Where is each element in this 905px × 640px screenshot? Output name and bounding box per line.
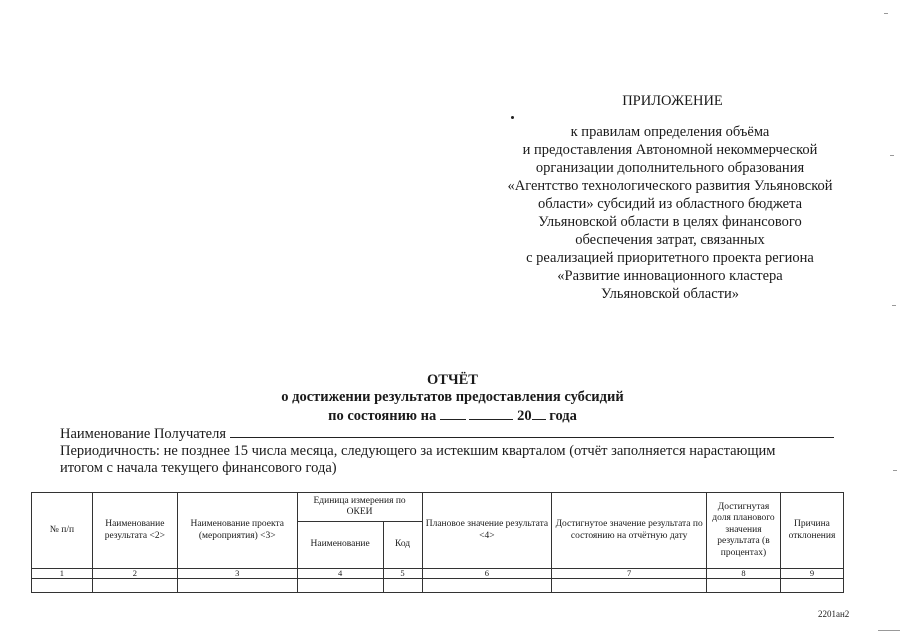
column-number: 9 <box>780 569 843 579</box>
appendix-line: Ульяновской области» <box>600 286 740 302</box>
table-cell <box>383 579 422 593</box>
scan-mark <box>878 630 900 631</box>
header-project-name: Наименование проекта (мероприятия) <3> <box>177 493 297 569</box>
appendix-line: с реализацией приоритетного проекта региона <box>526 250 814 266</box>
table-cell <box>552 579 707 593</box>
header-unit-code: Код <box>383 522 422 569</box>
date-month-blank <box>469 406 513 420</box>
header-percent: Достигнутая доля планового значения результата (в процентах) <box>707 493 781 569</box>
table-cell <box>32 579 93 593</box>
appendix-title: ПРИЛОЖЕНИЕ <box>622 93 723 109</box>
header-unit-name: Наименование <box>297 522 383 569</box>
column-number: 1 <box>32 569 93 579</box>
periodicity-line-2: итогом с начала текущего финансового года) <box>60 460 337 476</box>
periodicity-line-1: Периодичность: не позднее 15 числа месяца, следующего за истекшим кварталом (отчёт заполняется нарастающим <box>60 443 776 459</box>
recipient-line <box>60 424 834 443</box>
appendix-line: области» субсидий из областного бюджета <box>537 196 803 212</box>
scan-mark <box>884 13 888 14</box>
header-unit-group: Единица измерения по ОКЕИ <box>297 493 422 522</box>
date-year-blank <box>532 406 546 420</box>
date-prefix: по состоянию на <box>328 408 437 424</box>
scan-mark <box>893 470 897 471</box>
column-number: 5 <box>383 569 422 579</box>
scan-mark <box>892 305 896 306</box>
appendix-line: «Агентство технологического развития Ульяновской <box>507 178 833 194</box>
column-number: 4 <box>297 569 383 579</box>
report-title: ОТЧЁТ <box>427 372 478 388</box>
column-number: 3 <box>177 569 297 579</box>
column-number: 6 <box>422 569 552 579</box>
report-subtitle: о достижении результатов предоставления субсидий <box>281 389 624 405</box>
header-num: № п/п <box>32 493 93 569</box>
scan-mark <box>890 155 894 156</box>
footer-code: 2201ан2 <box>818 609 850 619</box>
header-planned: Плановое значение результата <4> <box>422 493 552 569</box>
table-cell <box>422 579 552 593</box>
report-date-line <box>0 406 905 425</box>
date-suffix: года <box>549 408 577 424</box>
table-cell <box>297 579 383 593</box>
appendix-line: «Развитие инновационного кластера <box>557 268 783 284</box>
report-table <box>31 492 844 593</box>
date-year-prefix: 20 <box>517 408 532 424</box>
appendix-line: Ульяновской области в целях финансового <box>538 214 802 230</box>
appendix-line: обеспечения затрат, связанных <box>575 232 765 248</box>
appendix-line: и предоставления Автономной некоммерческой <box>522 142 818 158</box>
recipient-blank <box>230 424 834 438</box>
table-row <box>32 579 844 593</box>
table-cell <box>707 579 781 593</box>
header-reason: Причина отклонения <box>780 493 843 569</box>
column-number: 7 <box>552 569 707 579</box>
appendix-line: организации дополнительного образования <box>535 160 805 176</box>
header-result-name: Наименование результата <2> <box>92 493 177 569</box>
recipient-label: Наименование Получателя <box>60 426 227 442</box>
table-cell <box>92 579 177 593</box>
appendix-line: к правилам определения объёма <box>570 124 770 140</box>
column-number: 8 <box>707 569 781 579</box>
appendix-block <box>480 92 860 303</box>
table-cell <box>177 579 297 593</box>
header-achieved: Достигнутое значение результата по состоянию на отчётную дату <box>552 493 707 569</box>
column-number: 2 <box>92 569 177 579</box>
date-day-blank <box>440 406 466 420</box>
table-cell <box>780 579 843 593</box>
